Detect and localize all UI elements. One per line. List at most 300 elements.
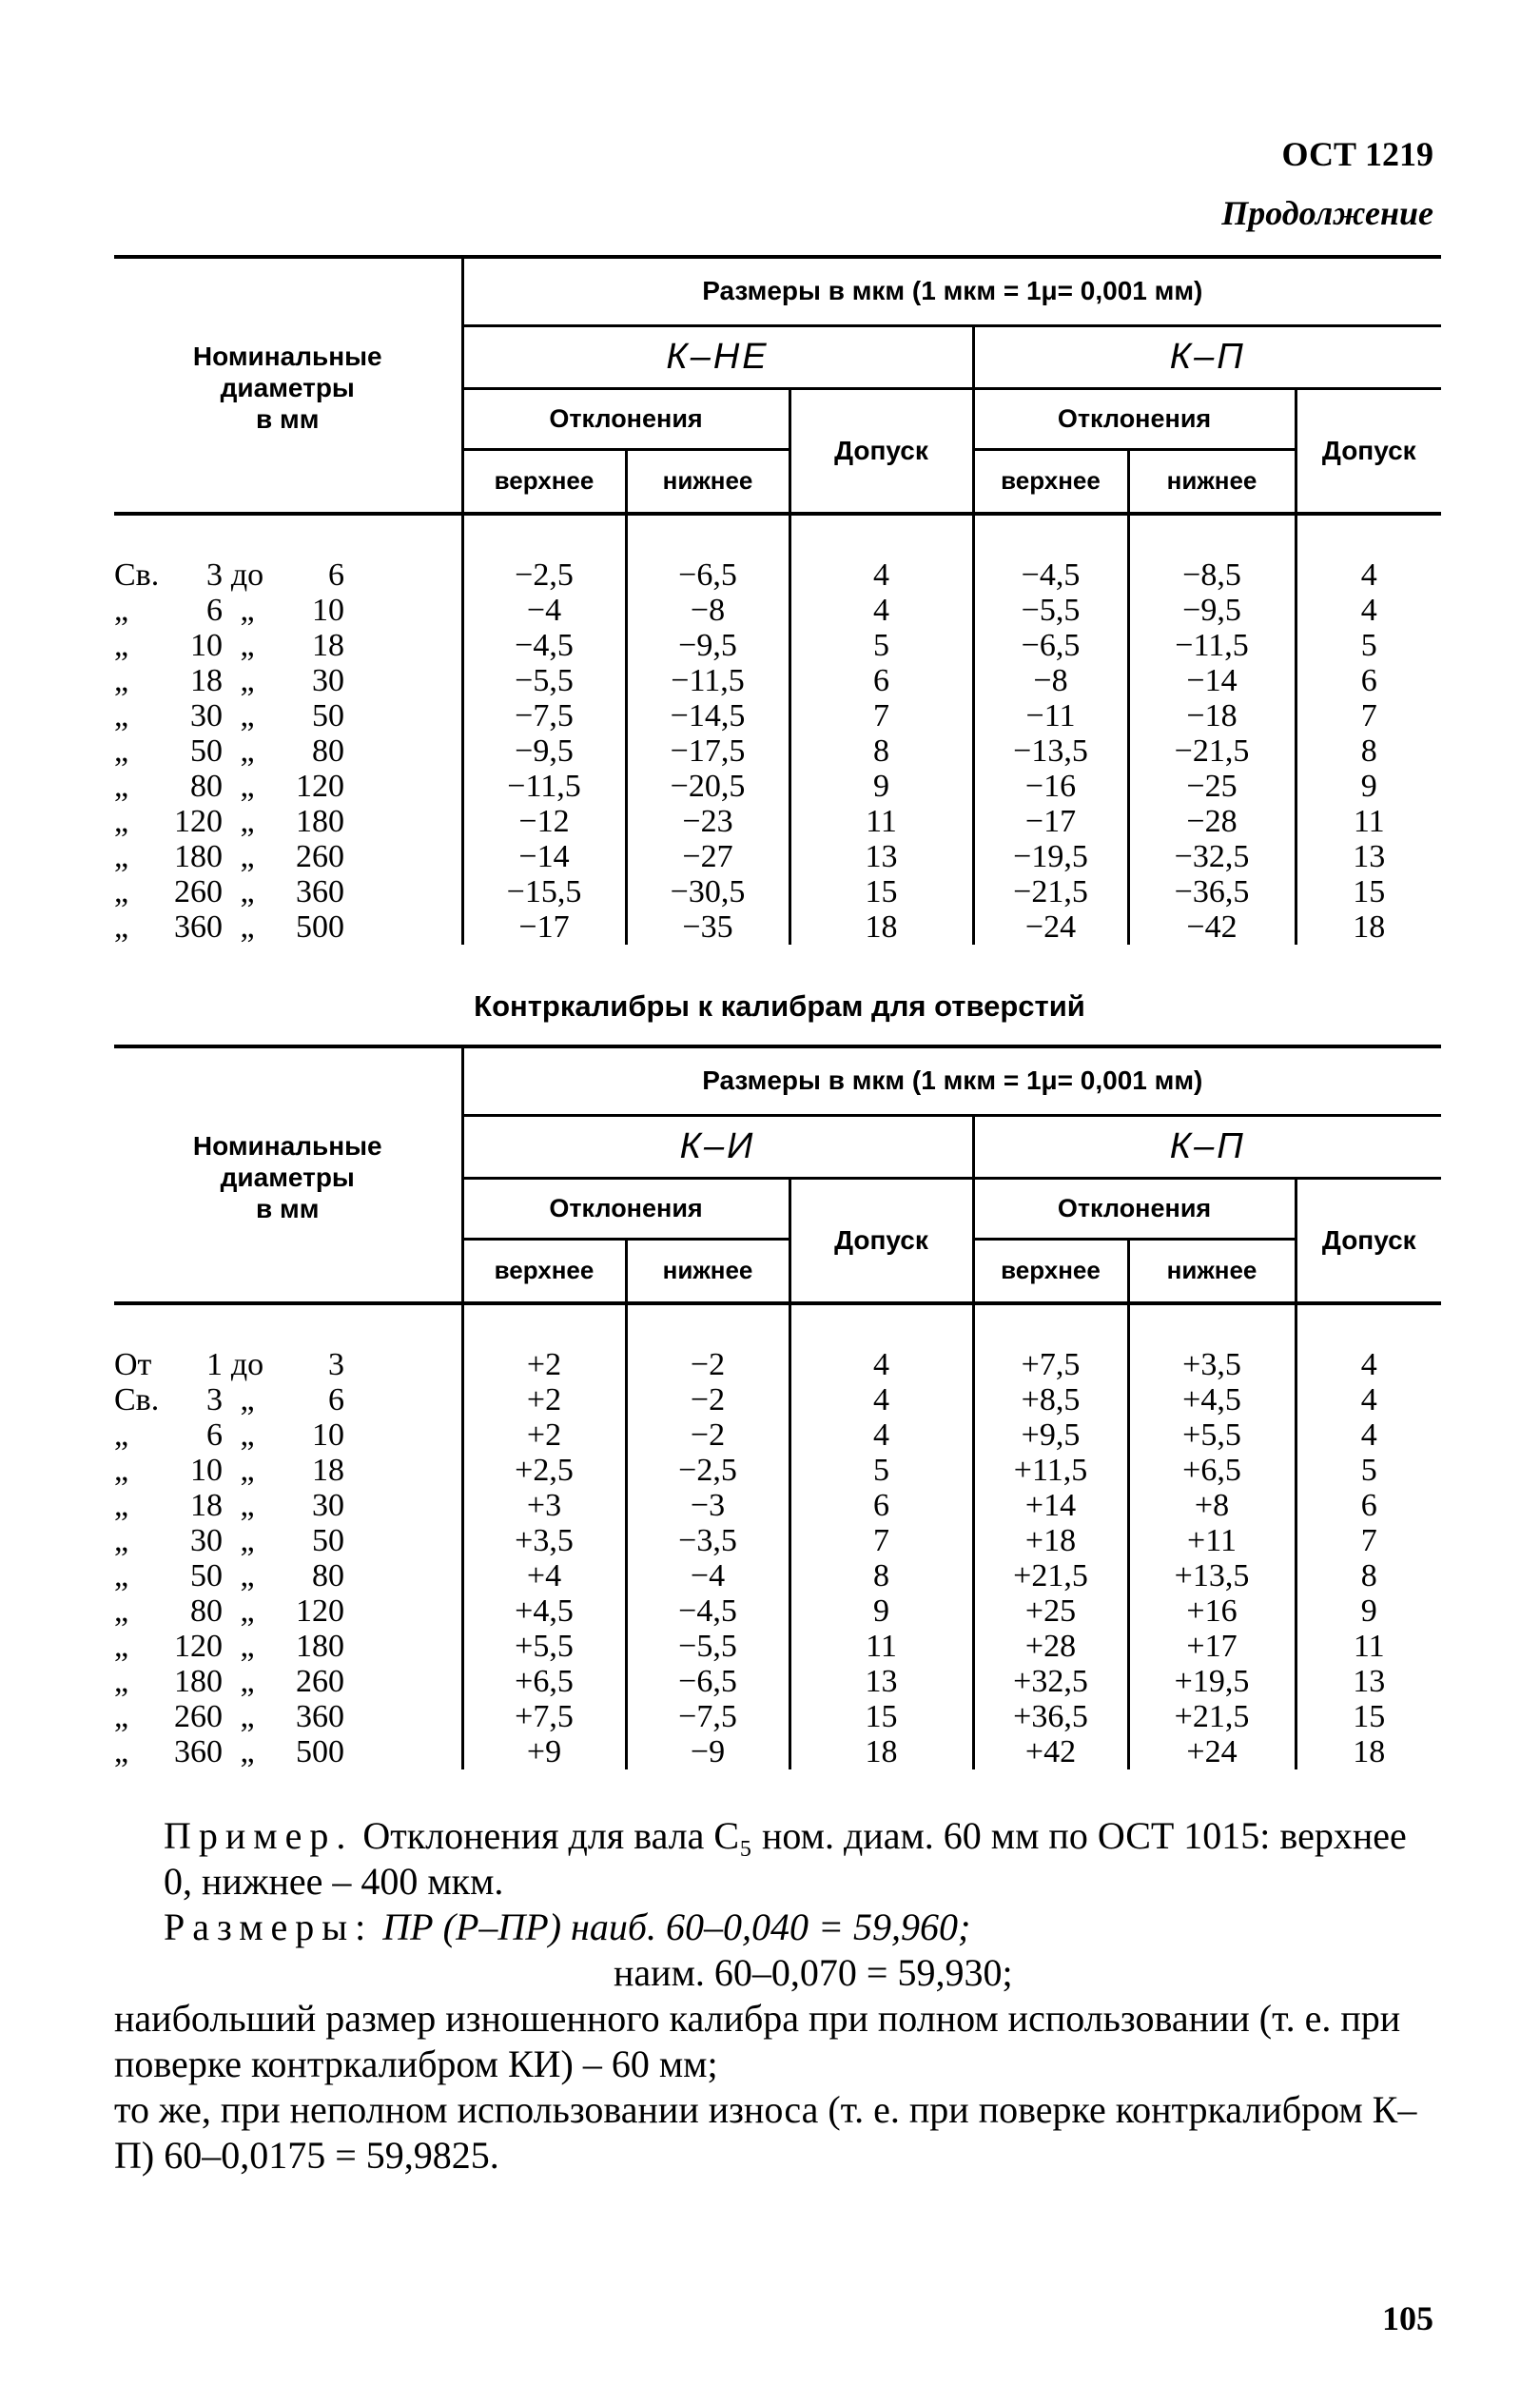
- range-part: 30: [190, 698, 223, 733]
- tolerance-header: Допуск: [1296, 1178, 1441, 1303]
- range-part: „: [114, 804, 129, 839]
- tolerance-cell: 4: [1296, 1417, 1441, 1453]
- upper-deviation-cell: −16: [973, 769, 1128, 804]
- lower-deviation-cell: −2: [626, 1417, 789, 1453]
- range-part: „: [114, 1417, 129, 1453]
- range-part: 120: [296, 1593, 344, 1629]
- range-part: 6: [206, 1417, 223, 1453]
- upper-deviation-cell: +5,5: [462, 1629, 626, 1664]
- lower-deviation-cell: −6,5: [626, 1664, 789, 1699]
- table-row: [114, 1699, 1441, 1734]
- group-header-right: К–П: [973, 1115, 1441, 1178]
- range-part: „: [240, 1664, 255, 1699]
- lower-deviation-cell: −4: [626, 1558, 789, 1593]
- range-part: 50: [312, 1523, 344, 1558]
- tolerance-cell: 13: [789, 1664, 973, 1699]
- range-part: „: [240, 1488, 255, 1523]
- range-part: 120: [296, 769, 344, 804]
- range-part: „: [114, 909, 129, 945]
- upper-deviation-cell: −2,5: [462, 557, 626, 593]
- lower-deviation-cell: −9,5: [1128, 593, 1296, 628]
- upper-deviation-cell: −8: [973, 663, 1128, 698]
- range-part: 30: [312, 663, 344, 698]
- tolerance-cell: 4: [1296, 1382, 1441, 1417]
- upper-deviation-cell: +2: [462, 1382, 626, 1417]
- diameter-range-cell: [114, 909, 462, 945]
- diameter-range-cell: [114, 769, 462, 804]
- range-part: 50: [190, 733, 223, 769]
- table-row: [114, 1347, 1441, 1382]
- upper-deviation-cell: −5,5: [973, 593, 1128, 628]
- lower-deviation-cell: −23: [626, 804, 789, 839]
- range-part: 360: [296, 1699, 344, 1734]
- range-part: 180: [174, 1664, 223, 1699]
- paragraph-partial-use: то же, при неполном использовании износа (т. е. при поверке контркалибром К–П) 60–0,0175 = 59,9825.: [114, 2088, 1417, 2177]
- sizes-label: Размеры:: [164, 1906, 374, 1948]
- lower-deviation-cell: −11,5: [1128, 628, 1296, 663]
- tolerance-cell: 5: [1296, 1453, 1441, 1488]
- lower-deviation-header: нижнее: [1128, 449, 1296, 514]
- lower-deviation-cell: −3,5: [626, 1523, 789, 1558]
- range-part: „: [240, 1629, 255, 1664]
- tolerance-cell: 8: [1296, 1558, 1441, 1593]
- range-part: 6: [206, 593, 223, 628]
- lower-deviation-cell: −2: [626, 1347, 789, 1382]
- upper-deviation-cell: +3: [462, 1488, 626, 1523]
- table-row: [114, 839, 1441, 874]
- lower-deviation-cell: −8: [626, 593, 789, 628]
- paragraph-full-use: наибольший размер изношенного калибра при полном использовании (т. е. при поверке контркалибром КИ) – 60 мм;: [114, 1997, 1401, 2085]
- range-part: „: [240, 593, 255, 628]
- diameter-range-cell: [114, 1347, 462, 1382]
- table-row: [114, 1382, 1441, 1417]
- upper-deviation-cell: +2,5: [462, 1453, 626, 1488]
- lower-deviation-cell: −11,5: [626, 663, 789, 698]
- section-title: Контркалибры к калибрам для отверстий: [474, 989, 1085, 1023]
- range-part: От: [114, 1347, 152, 1382]
- tolerance-cell: 7: [789, 1523, 973, 1558]
- table-row: [114, 874, 1441, 909]
- diameter-range-cell: [114, 1558, 462, 1593]
- upper-deviation-cell: +42: [973, 1734, 1128, 1769]
- lower-deviation-cell: +21,5: [1128, 1699, 1296, 1734]
- upper-deviation-header: верхнее: [973, 1239, 1128, 1303]
- lower-deviation-cell: +24: [1128, 1734, 1296, 1769]
- range-part: „: [114, 769, 129, 804]
- deviations-header: Отклонения: [462, 1178, 789, 1239]
- upper-deviation-cell: +4,5: [462, 1593, 626, 1629]
- diameter-range-cell: [114, 1593, 462, 1629]
- tolerance-cell: 8: [789, 733, 973, 769]
- upper-deviation-cell: −7,5: [462, 698, 626, 733]
- tolerance-cell: 18: [1296, 1734, 1441, 1769]
- range-part: 80: [312, 733, 344, 769]
- table-row: [114, 1664, 1441, 1699]
- upper-deviation-cell: +3,5: [462, 1523, 626, 1558]
- range-part: „: [240, 628, 255, 663]
- range-part: „: [114, 628, 129, 663]
- range-part: 360: [174, 909, 223, 945]
- tolerance-cell: 4: [789, 593, 973, 628]
- range-part: „: [240, 1593, 255, 1629]
- tolerance-cell: 4: [789, 557, 973, 593]
- range-part: 120: [174, 804, 223, 839]
- upper-deviation-cell: −4,5: [462, 628, 626, 663]
- tolerance-cell: 18: [1296, 909, 1441, 945]
- table-row: [114, 1734, 1441, 1769]
- range-part: „: [114, 839, 129, 874]
- tolerance-cell: 11: [1296, 804, 1441, 839]
- range-part: „: [240, 839, 255, 874]
- diameter-range-cell: [114, 1664, 462, 1699]
- range-part: 3: [328, 1347, 344, 1382]
- diameter-range-cell: [114, 557, 462, 593]
- upper-deviation-cell: +21,5: [973, 1558, 1128, 1593]
- upper-deviation-cell: −9,5: [462, 733, 626, 769]
- range-part: 500: [296, 909, 344, 945]
- sizes-line-2: наим. 60–0,070 = 59,930;: [614, 1951, 1013, 1994]
- table-row: [114, 733, 1441, 769]
- lower-deviation-cell: −9: [626, 1734, 789, 1769]
- upper-deviation-cell: +9,5: [973, 1417, 1128, 1453]
- range-part: до: [230, 1347, 264, 1382]
- table-row: [114, 1593, 1441, 1629]
- group-header-left: К–И: [462, 1115, 973, 1178]
- tolerance-cell: 6: [789, 1488, 973, 1523]
- range-part: „: [114, 698, 129, 733]
- lower-deviation-cell: +17: [1128, 1629, 1296, 1664]
- range-part: 10: [190, 1453, 223, 1488]
- lower-deviation-cell: −17,5: [626, 733, 789, 769]
- example-paragraph: [114, 1813, 1441, 1905]
- range-part: „: [240, 698, 255, 733]
- tolerance-cell: 4: [789, 1382, 973, 1417]
- range-part: 18: [312, 1453, 344, 1488]
- range-part: Св.: [114, 557, 160, 593]
- tolerance-cell: 4: [1296, 593, 1441, 628]
- range-part: 360: [296, 874, 344, 909]
- tolerance-cell: 9: [1296, 1593, 1441, 1629]
- table-row: [114, 593, 1441, 628]
- range-part: 50: [190, 1558, 223, 1593]
- tolerance-cell: 13: [1296, 1664, 1441, 1699]
- range-part: 500: [296, 1734, 344, 1769]
- document-code: ОСТ 1219: [1281, 135, 1433, 173]
- tolerance-table-shafts: [114, 255, 1441, 945]
- deviations-header: Отклонения: [462, 388, 789, 449]
- tolerance-header: Допуск: [789, 388, 973, 514]
- lower-deviation-header: нижнее: [626, 1239, 789, 1303]
- lower-deviation-cell: −14: [1128, 663, 1296, 698]
- diameter-range-cell: [114, 874, 462, 909]
- lower-deviation-cell: +16: [1128, 1593, 1296, 1629]
- range-part: „: [240, 1382, 255, 1417]
- range-part: 80: [190, 1593, 223, 1629]
- upper-deviation-header: верхнее: [462, 449, 626, 514]
- range-part: 180: [296, 1629, 344, 1664]
- upper-deviation-cell: +6,5: [462, 1664, 626, 1699]
- lower-deviation-cell: −6,5: [626, 557, 789, 593]
- tolerance-cell: 4: [789, 1347, 973, 1382]
- lower-deviation-cell: −18: [1128, 698, 1296, 733]
- diameter-range-cell: [114, 1699, 462, 1734]
- diameter-range-cell: [114, 1453, 462, 1488]
- diameter-range-cell: [114, 1417, 462, 1453]
- tolerance-cell: 18: [789, 1734, 973, 1769]
- range-part: 10: [312, 1417, 344, 1453]
- upper-deviation-cell: −15,5: [462, 874, 626, 909]
- range-part: „: [240, 1417, 255, 1453]
- table-row: [114, 1558, 1441, 1593]
- lower-deviation-cell: +3,5: [1128, 1347, 1296, 1382]
- upper-deviation-cell: +11,5: [973, 1453, 1128, 1488]
- range-part: „: [114, 1629, 129, 1664]
- lower-deviation-cell: −9,5: [626, 628, 789, 663]
- notes-section: [114, 1813, 1441, 2179]
- table-row: [114, 1417, 1441, 1453]
- tolerance-cell: 15: [789, 1699, 973, 1734]
- range-part: „: [240, 1453, 255, 1488]
- range-part: „: [114, 1488, 129, 1523]
- table-row: [114, 628, 1441, 663]
- tolerance-cell: 15: [789, 874, 973, 909]
- upper-deviation-cell: −17: [462, 909, 626, 945]
- range-part: „: [240, 1523, 255, 1558]
- lower-deviation-cell: +4,5: [1128, 1382, 1296, 1417]
- diameter-range-cell: [114, 1734, 462, 1769]
- table-row: [114, 698, 1441, 733]
- range-part: 18: [190, 663, 223, 698]
- range-part: „: [240, 804, 255, 839]
- lower-deviation-cell: −36,5: [1128, 874, 1296, 909]
- diameter-range-cell: [114, 839, 462, 874]
- range-part: Св.: [114, 1382, 160, 1417]
- nominal-diameter-header: Номинальные диаметры в мм: [114, 257, 462, 514]
- table-row: [114, 663, 1441, 698]
- lower-deviation-header: нижнее: [626, 449, 789, 514]
- lower-deviation-cell: +6,5: [1128, 1453, 1296, 1488]
- range-part: 1: [206, 1347, 223, 1382]
- tolerance-cell: 8: [1296, 733, 1441, 769]
- diameter-range-cell: [114, 663, 462, 698]
- lower-deviation-cell: +5,5: [1128, 1417, 1296, 1453]
- range-part: 6: [328, 1382, 344, 1417]
- table-row: [114, 1453, 1441, 1488]
- table-row: [114, 1488, 1441, 1523]
- range-part: 180: [174, 839, 223, 874]
- tolerance-cell: 8: [789, 1558, 973, 1593]
- upper-deviation-cell: −19,5: [973, 839, 1128, 874]
- tolerance-cell: 11: [789, 1629, 973, 1664]
- lower-deviation-cell: +19,5: [1128, 1664, 1296, 1699]
- range-part: 80: [312, 1558, 344, 1593]
- lower-deviation-cell: −27: [626, 839, 789, 874]
- upper-deviation-cell: −12: [462, 804, 626, 839]
- upper-deviation-cell: −4,5: [973, 557, 1128, 593]
- tolerance-cell: 7: [789, 698, 973, 733]
- upper-deviation-cell: +2: [462, 1347, 626, 1382]
- tolerance-cell: 5: [789, 1453, 973, 1488]
- lower-deviation-cell: −35: [626, 909, 789, 945]
- upper-deviation-cell: −11: [973, 698, 1128, 733]
- range-part: „: [240, 663, 255, 698]
- upper-deviation-cell: −5,5: [462, 663, 626, 698]
- diameter-range-cell: [114, 698, 462, 733]
- tolerance-cell: 4: [789, 1417, 973, 1453]
- tolerance-header: Допуск: [789, 1178, 973, 1303]
- range-part: „: [114, 1664, 129, 1699]
- upper-deviation-cell: −6,5: [973, 628, 1128, 663]
- upper-deviation-cell: −24: [973, 909, 1128, 945]
- range-part: „: [114, 1453, 129, 1488]
- range-part: 18: [312, 628, 344, 663]
- upper-deviation-cell: +8,5: [973, 1382, 1128, 1417]
- range-part: до: [230, 557, 264, 593]
- tolerance-cell: 4: [1296, 557, 1441, 593]
- upper-deviation-cell: +9: [462, 1734, 626, 1769]
- upper-deviation-cell: +25: [973, 1593, 1128, 1629]
- tolerance-cell: 7: [1296, 1523, 1441, 1558]
- upper-deviation-cell: −14: [462, 839, 626, 874]
- sizes-header: Размеры в мкм (1 мкм = 1μ= 0,001 мм): [462, 257, 1441, 325]
- sizes-header: Размеры в мкм (1 мкм = 1μ= 0,001 мм): [462, 1046, 1441, 1115]
- range-part: 50: [312, 698, 344, 733]
- lower-deviation-cell: −32,5: [1128, 839, 1296, 874]
- continuation-label: Продолжение: [1221, 194, 1433, 232]
- range-part: „: [114, 1593, 129, 1629]
- lower-deviation-cell: −3: [626, 1488, 789, 1523]
- range-part: 3: [206, 557, 223, 593]
- example-label: Пример.: [164, 1814, 354, 1857]
- upper-deviation-cell: +7,5: [973, 1347, 1128, 1382]
- diameter-range-cell: [114, 1629, 462, 1664]
- upper-deviation-cell: −17: [973, 804, 1128, 839]
- group-header-left: К–НЕ: [462, 325, 973, 388]
- table-row: [114, 804, 1441, 839]
- lower-deviation-cell: −2,5: [626, 1453, 789, 1488]
- nominal-diameter-header: Номинальные диаметры в мм: [114, 1046, 462, 1303]
- tolerance-cell: 15: [1296, 874, 1441, 909]
- diameter-range-cell: [114, 593, 462, 628]
- lower-deviation-header: нижнее: [1128, 1239, 1296, 1303]
- table-row: [114, 1523, 1441, 1558]
- counter-gauge-table-holes: [114, 1045, 1441, 1769]
- tolerance-cell: 11: [1296, 1629, 1441, 1664]
- upper-deviation-cell: +18: [973, 1523, 1128, 1558]
- lower-deviation-cell: −5,5: [626, 1629, 789, 1664]
- lower-deviation-cell: −42: [1128, 909, 1296, 945]
- range-part: 30: [312, 1488, 344, 1523]
- range-part: 360: [174, 1734, 223, 1769]
- sizes-line-1: [114, 1905, 1441, 1950]
- diameter-range-cell: [114, 733, 462, 769]
- lower-deviation-cell: −20,5: [626, 769, 789, 804]
- range-part: 260: [296, 1664, 344, 1699]
- range-part: „: [240, 874, 255, 909]
- range-part: 260: [296, 839, 344, 874]
- range-part: „: [114, 874, 129, 909]
- range-part: „: [114, 593, 129, 628]
- tolerance-cell: 6: [789, 663, 973, 698]
- range-part: „: [114, 1734, 129, 1769]
- table-row: [114, 1629, 1441, 1664]
- upper-deviation-cell: +14: [973, 1488, 1128, 1523]
- range-part: 260: [174, 874, 223, 909]
- lower-deviation-cell: −2: [626, 1382, 789, 1417]
- diameter-range-cell: [114, 804, 462, 839]
- lower-deviation-cell: −30,5: [626, 874, 789, 909]
- range-part: „: [240, 1734, 255, 1769]
- upper-deviation-cell: −4: [462, 593, 626, 628]
- example-text: Отклонения для вала C₅ ном. диам. 60 мм по ОСТ 1015: верхнее 0, нижнее – 400 мкм.: [164, 1814, 1407, 1903]
- diameter-range-cell: [114, 1523, 462, 1558]
- table-row: [114, 909, 1441, 945]
- range-part: „: [114, 1558, 129, 1593]
- group-header-right: К–П: [973, 325, 1441, 388]
- range-part: 6: [328, 557, 344, 593]
- range-part: 260: [174, 1699, 223, 1734]
- upper-deviation-cell: −13,5: [973, 733, 1128, 769]
- range-part: „: [240, 1558, 255, 1593]
- sizes-value-1: ПР (Р–ПР) наиб. 60–0,040 = 59,960;: [382, 1906, 971, 1948]
- tolerance-cell: 7: [1296, 698, 1441, 733]
- tolerance-cell: 9: [789, 1593, 973, 1629]
- tolerance-cell: 6: [1296, 663, 1441, 698]
- diameter-range-cell: [114, 1488, 462, 1523]
- lower-deviation-cell: −21,5: [1128, 733, 1296, 769]
- upper-deviation-cell: +28: [973, 1629, 1128, 1664]
- lower-deviation-cell: −28: [1128, 804, 1296, 839]
- range-part: 18: [190, 1488, 223, 1523]
- lower-deviation-cell: −4,5: [626, 1593, 789, 1629]
- upper-deviation-header: верхнее: [973, 449, 1128, 514]
- table-row: [114, 769, 1441, 804]
- range-part: 10: [190, 628, 223, 663]
- range-part: „: [114, 1523, 129, 1558]
- upper-deviation-cell: +7,5: [462, 1699, 626, 1734]
- upper-deviation-cell: +4: [462, 1558, 626, 1593]
- lower-deviation-cell: −25: [1128, 769, 1296, 804]
- tolerance-cell: 5: [1296, 628, 1441, 663]
- range-part: 120: [174, 1629, 223, 1664]
- range-part: „: [240, 1699, 255, 1734]
- tolerance-cell: 9: [789, 769, 973, 804]
- lower-deviation-cell: +11: [1128, 1523, 1296, 1558]
- tolerance-cell: 4: [1296, 1347, 1441, 1382]
- range-part: 30: [190, 1523, 223, 1558]
- upper-deviation-cell: −21,5: [973, 874, 1128, 909]
- range-part: 10: [312, 593, 344, 628]
- range-part: „: [114, 663, 129, 698]
- upper-deviation-cell: +36,5: [973, 1699, 1128, 1734]
- lower-deviation-cell: +8: [1128, 1488, 1296, 1523]
- upper-deviation-header: верхнее: [462, 1239, 626, 1303]
- deviations-header: Отклонения: [973, 388, 1296, 449]
- range-part: 3: [206, 1382, 223, 1417]
- range-part: „: [114, 1699, 129, 1734]
- upper-deviation-cell: −11,5: [462, 769, 626, 804]
- tolerance-cell: 5: [789, 628, 973, 663]
- lower-deviation-cell: −8,5: [1128, 557, 1296, 593]
- tolerance-cell: 18: [789, 909, 973, 945]
- upper-deviation-cell: +2: [462, 1417, 626, 1453]
- range-part: 80: [190, 769, 223, 804]
- range-part: 180: [296, 804, 344, 839]
- diameter-range-cell: [114, 1382, 462, 1417]
- tolerance-cell: 6: [1296, 1488, 1441, 1523]
- range-part: „: [240, 733, 255, 769]
- tolerance-cell: 11: [789, 804, 973, 839]
